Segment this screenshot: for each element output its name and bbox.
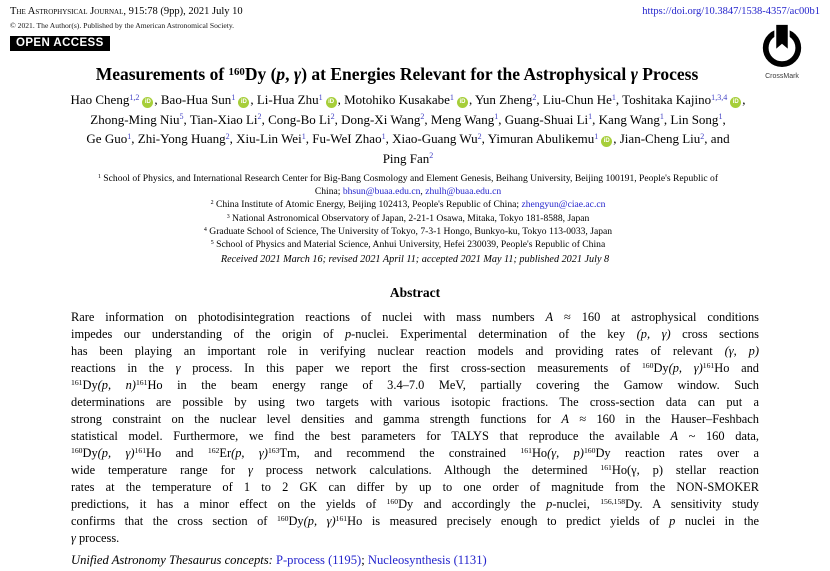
link[interactable]: 2 bbox=[225, 131, 230, 141]
crossmark-button[interactable] bbox=[754, 22, 810, 80]
abstract-line bbox=[71, 377, 759, 394]
superscript: 161 bbox=[135, 378, 148, 388]
page-header bbox=[0, 0, 830, 17]
superscript: 160 bbox=[641, 361, 654, 371]
text-segment: Ge Guo bbox=[86, 131, 128, 146]
text-segment: Ping Fan bbox=[382, 150, 430, 166]
text-segment: reactions in the bbox=[71, 361, 176, 376]
link[interactable]: 1,2 bbox=[129, 92, 140, 102]
text-segment: ) at Energies Relevant for the Astrophysical bbox=[301, 64, 631, 84]
text-segment: , bbox=[722, 111, 726, 127]
superscript: 2 bbox=[210, 200, 214, 207]
text-segment: Unified Astronomy Thesaurus concepts: bbox=[71, 553, 276, 568]
text-segment: statistical model. Furthermore, we find the best parameters for TALYS that reproduce the available bbox=[71, 429, 671, 444]
superscript: 156,158 bbox=[600, 497, 626, 507]
link[interactable]: 2 bbox=[477, 131, 482, 141]
text-segment: process network calculations. Although the determined bbox=[252, 463, 601, 478]
link[interactable]: 1 bbox=[381, 131, 386, 141]
text-segment: Measurements of bbox=[95, 64, 229, 84]
copyright-line: © 2021. The Author(s). Published by the American Astronomical Society. bbox=[10, 21, 235, 30]
text-segment: -nuclei, bbox=[552, 497, 601, 512]
link[interactable]: 2 bbox=[330, 112, 335, 122]
text-segment: , Xiu-Lin Wei bbox=[229, 131, 302, 146]
text-segment: A bbox=[545, 310, 554, 325]
text-segment: (p, γ) bbox=[636, 327, 671, 342]
orcid-icon[interactable]: iD bbox=[142, 97, 153, 108]
text-segment: School of Physics and Material Science, Anhui University, Hefei 230039, People's Republic of China bbox=[213, 239, 606, 251]
abstract-line bbox=[71, 394, 759, 411]
text-segment: rates at the temperature of 1 to 2 GK can differ by up to one order of magnitude from the NON-SMOKER bbox=[71, 480, 759, 495]
link[interactable]: zhengyun@ciae.ac.cn bbox=[521, 199, 606, 211]
text-segment: confirms that the cross section of bbox=[71, 514, 277, 529]
abstract-line bbox=[71, 343, 759, 360]
text-segment: , Bao-Hua Sun bbox=[154, 92, 232, 107]
superscript: 160 bbox=[276, 514, 289, 524]
superscript: 160 bbox=[583, 446, 596, 456]
orcid-icon[interactable]: iD bbox=[326, 97, 337, 108]
text-segment: Hao Cheng bbox=[70, 92, 130, 107]
superscript: 3 bbox=[226, 213, 230, 220]
orcid-icon[interactable]: iD bbox=[730, 97, 741, 108]
link[interactable]: 1 bbox=[659, 112, 664, 122]
text-segment: , Dong-Xi Wang bbox=[334, 111, 421, 127]
link[interactable]: bhsun@buaa.edu.cn bbox=[342, 186, 421, 198]
text-segment: , Guang-Shuai Li bbox=[498, 111, 589, 127]
affiliation-line bbox=[12, 172, 804, 185]
abstract-line bbox=[71, 530, 759, 547]
link[interactable]: 1 bbox=[594, 131, 599, 141]
abstract-line bbox=[71, 309, 759, 326]
paper-title bbox=[0, 63, 830, 85]
text-segment: Er bbox=[219, 446, 232, 461]
crossmark-icon bbox=[759, 55, 805, 72]
text-segment: determinations are possible by using two targets with various isotopic fractions. The cross-section data can put a bbox=[71, 395, 759, 410]
text-segment: , Lin Song bbox=[663, 111, 719, 127]
text-segment: , Zhi-Yong Huang bbox=[131, 131, 226, 146]
text-segment: A bbox=[670, 429, 678, 444]
link[interactable]: zhulh@buaa.edu.cn bbox=[425, 186, 502, 198]
text-segment: γ bbox=[247, 463, 253, 478]
text-segment: predictions, it has a minor effect on the yields of bbox=[71, 497, 387, 512]
superscript: 162 bbox=[207, 446, 220, 456]
superscript: 161 bbox=[520, 446, 532, 456]
affiliation-line bbox=[12, 225, 804, 238]
text-segment: , Jian-Cheng Liu bbox=[613, 131, 701, 146]
affiliation-line bbox=[12, 198, 804, 211]
text-segment: , Toshitaka Kajino bbox=[615, 92, 712, 107]
text-segment: (p, γ) bbox=[303, 514, 336, 529]
affiliation-line bbox=[12, 212, 804, 225]
text-segment: nuclei in the bbox=[675, 514, 760, 529]
link[interactable]: 1 bbox=[494, 112, 499, 122]
text-segment: p bbox=[276, 64, 286, 84]
abstract-line bbox=[71, 445, 759, 462]
superscript: 163 bbox=[267, 446, 280, 456]
text-segment: School of Physics, and International Research Center for Big-Bang Cosmology and Element Genesis, Beihang University, Beijing 100191, People's Republic of bbox=[100, 173, 719, 184]
text-segment: , Yimuran Abulikemu bbox=[481, 131, 595, 146]
text-segment: , Kang Wang bbox=[592, 111, 660, 127]
text-segment: , Li-Hua Zhu bbox=[250, 92, 319, 107]
text-segment: , Yun Zheng bbox=[468, 92, 533, 107]
abstract-line bbox=[71, 428, 759, 445]
text-segment: Ho bbox=[531, 446, 548, 461]
link[interactable]: 1 bbox=[231, 92, 236, 102]
text-segment: China; bbox=[314, 186, 343, 198]
abstract-line bbox=[71, 326, 759, 343]
abstract-line bbox=[71, 360, 759, 377]
superscript: 5 bbox=[210, 240, 214, 247]
link[interactable]: 1 bbox=[611, 92, 616, 102]
text-segment: ~ 160 data, bbox=[677, 429, 759, 444]
text-segment: ; bbox=[361, 553, 368, 568]
link[interactable]: 2 bbox=[257, 112, 262, 122]
text-segment: Dy bbox=[82, 446, 98, 461]
text-segment: Ho(γ, p) stellar reaction bbox=[611, 463, 759, 478]
superscript: 4 bbox=[203, 226, 207, 233]
received-dates: Received 2021 March 16; revised 2021 April 11; accepted 2021 May 11; published 2021 July 8 bbox=[220, 254, 610, 266]
superscript: 161 bbox=[71, 378, 83, 388]
text-segment: -nuclei. Experimental determination of the key bbox=[351, 327, 637, 342]
text-segment: Dy. A sensitivity study bbox=[625, 497, 759, 512]
text-segment: , and bbox=[704, 131, 730, 146]
link[interactable]: 2 bbox=[420, 112, 425, 122]
text-segment: Dy ( bbox=[244, 64, 277, 84]
text-segment: (p, n) bbox=[97, 378, 136, 393]
text-segment: Dy bbox=[82, 378, 98, 393]
abstract-line bbox=[71, 411, 759, 428]
text-segment: ≈ 160 in the Hauser–Feshbach bbox=[568, 412, 759, 427]
text-segment: Dy reaction rates over a bbox=[595, 446, 760, 461]
text-segment: , Cong-Bo Li bbox=[261, 111, 331, 127]
text-segment: , bbox=[742, 92, 746, 107]
author-line bbox=[12, 149, 804, 169]
text-segment: Graduate School of Science, The University of Tokyo, 7-3-1 Hongo, Bunkyo-ku, Tokyo 113-0033, Japan bbox=[206, 225, 613, 237]
text-segment: Dy bbox=[653, 361, 669, 376]
open-access-badge[interactable]: OPEN ACCESS bbox=[10, 36, 110, 51]
superscript: 161 bbox=[134, 446, 147, 456]
superscript: 160 bbox=[386, 497, 399, 507]
text-segment: , Meng Wang bbox=[424, 111, 495, 127]
text-segment: cross sections bbox=[670, 327, 759, 342]
text-segment: , Xiao-Guang Wu bbox=[385, 131, 478, 146]
text-segment: , 915:78 (9pp), 2021 July 10 bbox=[123, 6, 243, 17]
author-line bbox=[12, 90, 804, 110]
text-segment: (γ, p) bbox=[547, 446, 584, 461]
text-segment: (p, γ) bbox=[97, 446, 135, 461]
author-list bbox=[0, 90, 830, 168]
abstract-line bbox=[71, 462, 759, 479]
text-segment: ≈ 160 at astrophysical conditions bbox=[553, 310, 759, 325]
link[interactable]: 2 bbox=[429, 151, 434, 161]
link[interactable]: 1 bbox=[588, 112, 593, 122]
text-segment: (p, γ) bbox=[231, 446, 268, 461]
text-segment: has been playing an important role in verifying nuclear reaction models and providing rates of relevant bbox=[71, 344, 725, 359]
text-segment: γ bbox=[71, 531, 76, 546]
link[interactable]: 1 bbox=[718, 112, 723, 122]
superscript: 161 bbox=[702, 361, 715, 371]
link[interactable]: P-process (1195) bbox=[275, 553, 362, 568]
affiliation-line bbox=[12, 238, 804, 251]
text-segment: Ho and bbox=[714, 361, 760, 376]
affiliation-list bbox=[0, 172, 830, 251]
text-segment: Ho in the beam energy range of 3.4–7.0 MeV, partially covering the Gamow window. Such bbox=[147, 378, 759, 393]
text-segment: , bbox=[420, 186, 426, 198]
text-segment: Ho and bbox=[146, 446, 208, 461]
text-segment: , Motohiko Kusakabe bbox=[337, 92, 450, 107]
superscript: 160 bbox=[228, 65, 245, 78]
text-segment: Process bbox=[637, 64, 699, 84]
text-segment: process. In this paper we report the first cross-section measurements of bbox=[180, 361, 642, 376]
link[interactable]: 1,3,4 bbox=[711, 92, 728, 102]
text-segment: , Fu-WeI Zhao bbox=[305, 131, 382, 146]
text-segment: , Liu-Chun He bbox=[536, 92, 612, 107]
text-segment: γ bbox=[175, 361, 181, 376]
author-line bbox=[12, 129, 804, 149]
text-segment: Zhong-Ming Niu bbox=[90, 111, 180, 127]
link[interactable]: 1 bbox=[301, 131, 306, 141]
superscript: 161 bbox=[600, 463, 612, 473]
text-segment: impedes our understanding of the origin of bbox=[71, 327, 345, 342]
text-segment: γ bbox=[293, 64, 302, 84]
orcid-icon[interactable]: iD bbox=[601, 136, 612, 147]
crossmark-label: CrossMark bbox=[765, 73, 799, 80]
text-segment: p bbox=[546, 497, 553, 512]
superscript: 1 bbox=[97, 174, 101, 181]
text-segment: A bbox=[561, 412, 569, 427]
link[interactable]: 1 bbox=[318, 92, 323, 102]
text-segment: National Astronomical Observatory of Japan, 2-21-1 Osawa, Mitaka, Tokyo 181-8588, Japan bbox=[229, 212, 590, 224]
abstract-line bbox=[71, 496, 759, 513]
doi-link[interactable]: https://doi.org/10.3847/1538-4357/ac00b1 bbox=[642, 6, 820, 17]
link[interactable]: 2 bbox=[700, 131, 705, 141]
text-segment: (p, γ) bbox=[668, 361, 703, 376]
text-segment: Ho is measured precisely enough to predict yields of bbox=[347, 514, 670, 529]
author-line bbox=[12, 110, 804, 130]
abstract-line bbox=[71, 479, 759, 496]
text-segment: Dy and accordingly the bbox=[398, 497, 547, 512]
abstract-line bbox=[71, 513, 759, 530]
text-segment: γ bbox=[630, 64, 638, 84]
superscript: 160 bbox=[71, 446, 83, 456]
text-segment: , Tian-Xiao Li bbox=[183, 111, 258, 127]
text-segment: Dy bbox=[288, 514, 304, 529]
text-segment: Rare information on photodisintegration reactions of nuclei with mass numbers bbox=[71, 310, 546, 325]
text-segment: strong constraint on the nuclear level densities and gamma strength functions for bbox=[71, 412, 562, 427]
superscript: 161 bbox=[335, 514, 348, 524]
text-segment: The Astrophysical Journal bbox=[10, 6, 124, 17]
journal-citation bbox=[10, 6, 243, 17]
orcid-icon[interactable]: iD bbox=[238, 97, 249, 108]
link[interactable]: 1 bbox=[449, 92, 454, 102]
link[interactable]: 5 bbox=[179, 112, 184, 122]
text-segment: wide temperature range for bbox=[71, 463, 248, 478]
thesaurus-concepts-line bbox=[71, 552, 759, 568]
text-segment: p bbox=[669, 514, 676, 529]
text-segment: p bbox=[344, 327, 352, 342]
link[interactable]: 2 bbox=[532, 92, 537, 102]
abstract-body bbox=[71, 309, 759, 547]
text-segment: China Institute of Atomic Energy, Beijing 102413, People's Republic of China; bbox=[213, 199, 522, 211]
text-segment: process. bbox=[75, 531, 120, 546]
text-segment: (γ, p) bbox=[724, 344, 759, 359]
link[interactable]: 1 bbox=[127, 131, 132, 141]
affiliation-line bbox=[12, 185, 804, 198]
text-segment: , bbox=[285, 64, 294, 84]
abstract-heading: Abstract bbox=[389, 285, 441, 301]
link[interactable]: Nucleosynthesis (1131) bbox=[367, 553, 487, 568]
orcid-icon[interactable]: iD bbox=[457, 97, 468, 108]
text-segment: Tm, and recommend the constrained bbox=[279, 446, 521, 461]
